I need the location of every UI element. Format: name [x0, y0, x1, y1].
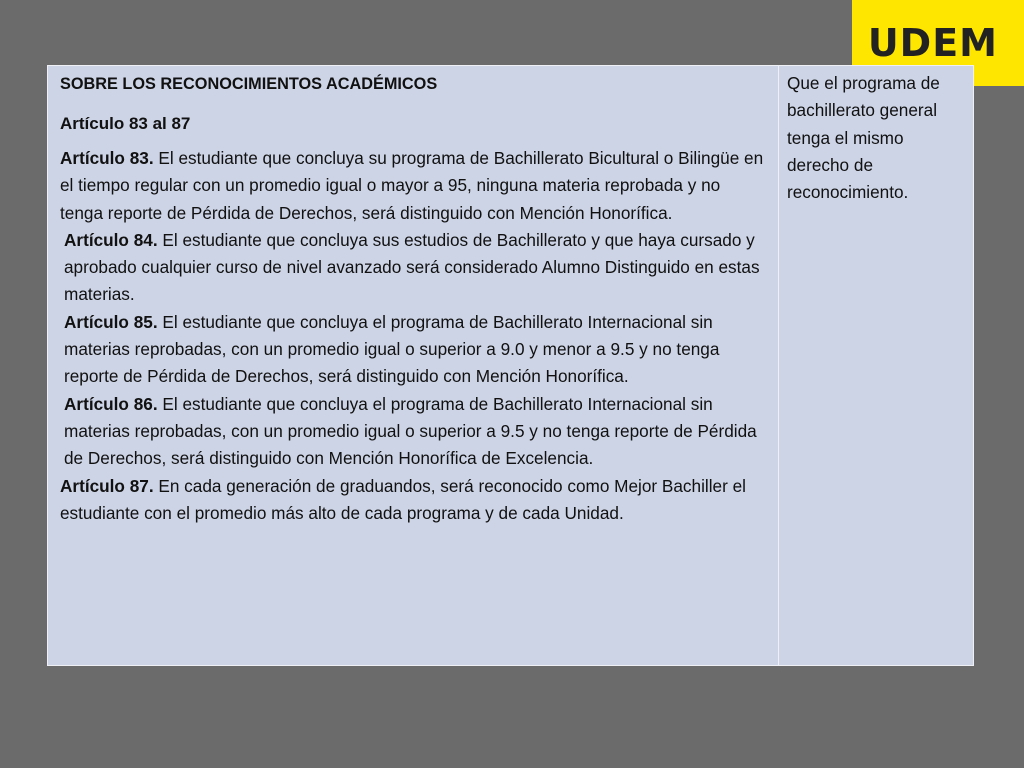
article-85: [60, 309, 766, 391]
article-text: El estudiante que concluya su programa de Bachillerato Bicultural o Bilingüe en el tiempo regular con un promedio igual o mayor a 95, ninguna materia reprobada y no tenga reporte de Pérdida de Derechos, será distinguido con Mención Honorífica.: [60, 148, 764, 223]
article-text: El estudiante que concluya el programa de Bachillerato Internacional sin materias reprobadas, con un promedio igual o superior a 9.0 y menor a 9.5 y no tenga reporte de Pérdida de Derechos, será distinguido con Mención Honorífica.: [64, 311, 720, 387]
article-label: Artículo 87.: [60, 475, 154, 496]
section-heading: SOBRE LOS RECONOCIMIENTOS ACADÉMICOS: [60, 75, 438, 93]
content-table: [47, 65, 974, 666]
main-column: [48, 66, 779, 665]
article-label: Artículo 83.: [60, 148, 154, 168]
article-87: [60, 473, 766, 528]
article-84: [60, 227, 766, 309]
article-text: El estudiante que concluya sus estudios de Bachillerato y que haya cursado y aprobado cualquier curso de nivel avanzado será considerado Alumno Distinguido en estas materias.: [64, 229, 760, 305]
side-note: Que el programa de bachillerato general tenga el mismo derecho de reconocimiento.: [787, 73, 940, 203]
side-column: [779, 66, 973, 665]
article-86: [60, 391, 766, 473]
article-83: [60, 145, 766, 227]
article-text: En cada generación de graduandos, será reconocido como Mejor Bachiller el estudiante con el promedio más alto de cada programa y de cada Unidad.: [60, 475, 746, 523]
article-label: Artículo 85.: [64, 311, 158, 332]
logo-text: UDEM: [867, 21, 998, 65]
article-label: Artículo 86.: [64, 393, 158, 414]
article-text: El estudiante que concluya el programa de Bachillerato Internacional sin materias reprobadas, con un promedio igual o superior a 9.5 y no tenga reporte de Pérdida de Derechos, será distinguido con Mención Honorífica de Excelencia.: [64, 393, 757, 469]
section-subheading: Artículo 83 al 87: [60, 114, 191, 133]
article-label: Artículo 84.: [64, 229, 158, 250]
